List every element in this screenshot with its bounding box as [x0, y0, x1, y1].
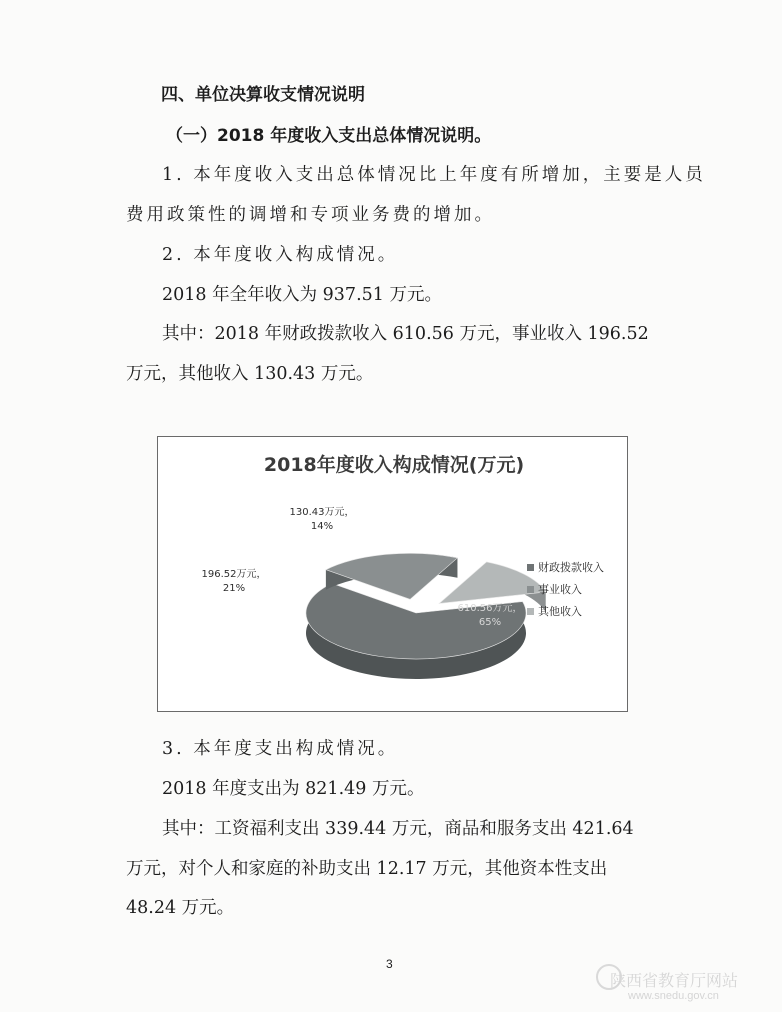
- slice-data-label-2: 196.52万元， 21%: [201, 569, 267, 594]
- section-title: 四、单位决算收支情况说明: [161, 85, 365, 105]
- legend-swatch-1: [527, 564, 534, 571]
- legend-label-3: 其他收入: [538, 605, 582, 618]
- paragraph-4-line-1: 其中：2018 年财政拨款收入 610.56 万元，事业收入 196.52: [162, 324, 649, 344]
- chart-title: 2018年度收入构成情况(万元): [263, 454, 525, 476]
- slice-data-label-3: 130.43万元， 14%: [289, 507, 355, 532]
- paragraph-4-line-2: 万元，其他收入 130.43 万元。: [126, 364, 374, 384]
- paragraph-5: 3. 本年度支出构成情况。: [162, 739, 399, 759]
- pie-chart-canvas: [158, 437, 627, 711]
- paragraph-1-line-2: 费用政策性的调增和专项业务费的增加。: [126, 205, 495, 225]
- paragraph-2: 2. 本年度收入构成情况。: [162, 245, 399, 265]
- watermark-text: 陕西省教育厅网站: [610, 971, 739, 990]
- slice-data-label-1: 610.56万元， 65%: [457, 603, 523, 628]
- paragraph-7-line-3: 48.24 万元。: [126, 898, 235, 918]
- legend-swatch-3: [527, 608, 534, 615]
- paragraph-7-line-2: 万元，对个人和家庭的补助支出 12.17 万元，其他资本性支出: [126, 859, 608, 879]
- paragraph-3: 2018 年全年收入为 937.51 万元。: [162, 285, 442, 305]
- legend-label-1: 财政拨款收入: [538, 561, 604, 574]
- legend-label-2: 事业收入: [538, 583, 582, 596]
- income-pie-chart: [157, 436, 628, 712]
- watermark-url: www.snedu.gov.cn: [628, 990, 719, 1002]
- subsection-title: （一）2018 年度收入支出总体情况说明。: [166, 126, 492, 146]
- paragraph-6: 2018 年度支出为 821.49 万元。: [162, 779, 425, 799]
- paragraph-1-line-1: 1. 本年度收入支出总体情况比上年度有所增加，主要是人员: [162, 165, 706, 185]
- legend-swatch-2: [527, 586, 534, 593]
- page-number: 3: [386, 957, 393, 971]
- paragraph-7-line-1: 其中：工资福利支出 339.44 万元，商品和服务支出 421.64: [162, 819, 634, 839]
